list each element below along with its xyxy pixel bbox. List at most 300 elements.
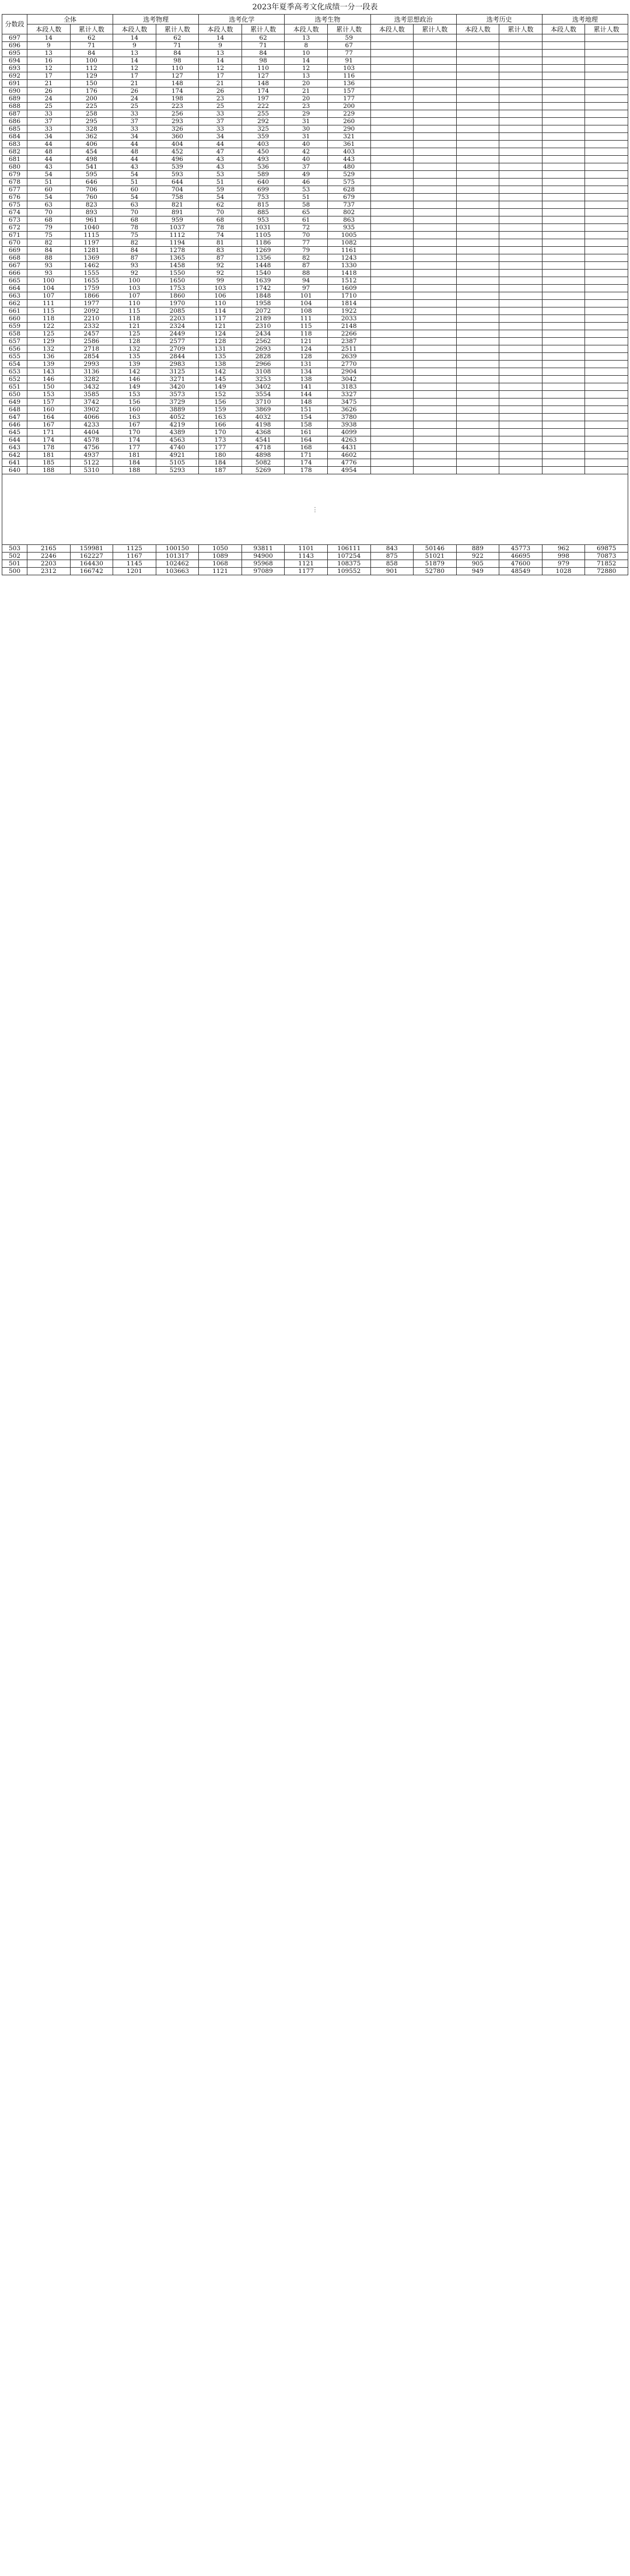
count-cell: [585, 125, 628, 133]
subheader-cumulative: 累计人数: [327, 25, 370, 34]
count-cell: 94900: [242, 553, 285, 560]
count-cell: [456, 353, 499, 361]
count-cell: 255: [242, 110, 285, 118]
count-cell: 628: [327, 186, 370, 194]
count-cell: 403: [327, 148, 370, 156]
count-cell: 118: [113, 315, 156, 323]
table-row: [2, 300, 628, 307]
table-row: [2, 34, 628, 42]
table-row: [2, 361, 628, 368]
count-cell: 295: [70, 118, 113, 125]
count-cell: 1922: [327, 307, 370, 315]
count-cell: 1177: [285, 568, 328, 575]
count-cell: [542, 110, 585, 118]
count-cell: 98: [242, 57, 285, 65]
count-cell: [542, 179, 585, 186]
subheader-segment: 本段人数: [27, 25, 71, 34]
count-cell: [499, 444, 542, 452]
count-cell: [499, 285, 542, 292]
count-cell: 156: [113, 399, 156, 406]
count-cell: [456, 216, 499, 224]
count-cell: [585, 133, 628, 141]
count-cell: 74: [199, 232, 242, 239]
count-cell: [542, 72, 585, 80]
table-row: [2, 239, 628, 247]
count-cell: 891: [156, 209, 199, 216]
count-cell: [456, 110, 499, 118]
count-cell: [542, 307, 585, 315]
count-cell: 178: [285, 467, 328, 474]
count-cell: 20: [285, 95, 328, 103]
count-cell: 115: [27, 307, 71, 315]
count-cell: 16: [27, 57, 71, 65]
count-cell: [456, 444, 499, 452]
score-cell: 654: [2, 361, 27, 368]
count-cell: 51021: [414, 553, 457, 560]
table-row: [2, 568, 628, 575]
count-cell: [542, 345, 585, 353]
count-cell: 97089: [242, 568, 285, 575]
score-cell: 662: [2, 300, 27, 307]
count-cell: [414, 118, 457, 125]
count-cell: [370, 232, 414, 239]
count-cell: 2148: [327, 323, 370, 330]
count-cell: [456, 277, 499, 285]
score-cell: 661: [2, 307, 27, 315]
count-cell: [542, 148, 585, 156]
count-cell: 4776: [327, 459, 370, 467]
score-cell: 666: [2, 270, 27, 277]
count-cell: 109552: [327, 568, 370, 575]
count-cell: [456, 467, 499, 474]
header-row-sub: [2, 25, 628, 34]
count-cell: 124: [285, 345, 328, 353]
count-cell: 128: [113, 338, 156, 345]
count-cell: [585, 330, 628, 338]
count-cell: 54: [113, 194, 156, 201]
count-cell: 875: [370, 553, 414, 560]
count-cell: [370, 247, 414, 254]
subheader-cumulative: 累计人数: [242, 25, 285, 34]
count-cell: 3253: [242, 376, 285, 383]
count-cell: 2203: [156, 315, 199, 323]
header-group-geography: 选考地理: [542, 15, 628, 25]
count-cell: 72: [285, 224, 328, 232]
count-cell: 1281: [70, 247, 113, 254]
count-cell: [542, 436, 585, 444]
count-cell: [542, 315, 585, 323]
count-cell: [414, 292, 457, 300]
count-cell: 4954: [327, 467, 370, 474]
count-cell: [499, 467, 542, 474]
count-cell: [585, 361, 628, 368]
count-cell: 134: [285, 368, 328, 376]
count-cell: 138: [199, 361, 242, 368]
count-cell: 450: [242, 148, 285, 156]
page-title: 2023年夏季高考文化成绩一分一段表: [252, 3, 378, 12]
table-row: [2, 95, 628, 103]
count-cell: 1540: [242, 270, 285, 277]
count-cell: 79: [27, 224, 71, 232]
count-cell: [585, 300, 628, 307]
count-cell: 152: [199, 391, 242, 399]
count-cell: 146: [113, 376, 156, 383]
count-cell: 14: [27, 34, 71, 42]
count-cell: 124: [199, 330, 242, 338]
count-cell: 979: [542, 560, 585, 568]
count-cell: [456, 292, 499, 300]
count-cell: [542, 353, 585, 361]
count-cell: 699: [242, 186, 285, 194]
count-cell: 4263: [327, 436, 370, 444]
count-cell: 44: [113, 141, 156, 148]
count-cell: 121: [113, 323, 156, 330]
table-row: [2, 459, 628, 467]
count-cell: 21: [199, 80, 242, 88]
count-cell: 922: [456, 553, 499, 560]
count-cell: [499, 247, 542, 254]
count-cell: [542, 292, 585, 300]
count-cell: 905: [456, 560, 499, 568]
count-cell: 103: [199, 285, 242, 292]
count-cell: 141: [285, 383, 328, 391]
count-cell: 47600: [499, 560, 542, 568]
count-cell: 122: [27, 323, 71, 330]
header-group-chemistry: 选考化学: [199, 15, 285, 25]
count-cell: [414, 307, 457, 315]
count-cell: 1112: [156, 232, 199, 239]
count-cell: [414, 421, 457, 429]
count-cell: [414, 163, 457, 171]
count-cell: [370, 353, 414, 361]
count-cell: [414, 224, 457, 232]
score-cell: 663: [2, 292, 27, 300]
count-cell: [499, 436, 542, 444]
table-row: [2, 65, 628, 72]
header-score: 分数段: [2, 15, 27, 34]
count-cell: 83: [199, 247, 242, 254]
count-cell: 644: [156, 179, 199, 186]
score-cell: 658: [2, 330, 27, 338]
count-cell: [456, 406, 499, 414]
count-cell: [456, 399, 499, 406]
count-cell: [499, 171, 542, 179]
count-cell: [499, 65, 542, 72]
subheader-segment: 本段人数: [542, 25, 585, 34]
count-cell: 706: [70, 186, 113, 194]
count-cell: [542, 361, 585, 368]
count-cell: 998: [542, 553, 585, 560]
count-cell: 4937: [70, 452, 113, 459]
count-cell: [456, 95, 499, 103]
count-cell: 2312: [27, 568, 71, 575]
count-cell: 1145: [113, 560, 156, 568]
count-cell: 112: [70, 65, 113, 72]
count-cell: 360: [156, 133, 199, 141]
count-cell: 4602: [327, 452, 370, 459]
count-cell: 14: [199, 34, 242, 42]
score-cell: 671: [2, 232, 27, 239]
count-cell: 115: [113, 307, 156, 315]
count-cell: [370, 399, 414, 406]
count-cell: [370, 72, 414, 80]
count-cell: 100150: [156, 545, 199, 553]
count-cell: [370, 254, 414, 262]
omitted-rows-cell: ⋮: [2, 474, 628, 545]
count-cell: [499, 262, 542, 270]
count-cell: [499, 34, 542, 42]
count-cell: [370, 163, 414, 171]
count-cell: [585, 247, 628, 254]
count-cell: 33: [27, 125, 71, 133]
count-cell: 13: [113, 50, 156, 57]
count-cell: 737: [327, 201, 370, 209]
count-cell: 258: [70, 110, 113, 118]
count-cell: [414, 216, 457, 224]
score-cell: 503: [2, 545, 27, 553]
table-row: [2, 307, 628, 315]
count-cell: [456, 421, 499, 429]
count-cell: [414, 452, 457, 459]
count-cell: 9: [199, 42, 242, 50]
count-cell: 149: [199, 383, 242, 391]
count-cell: 5269: [242, 467, 285, 474]
count-cell: [456, 194, 499, 201]
count-cell: [456, 338, 499, 345]
count-cell: [414, 57, 457, 65]
count-cell: [542, 133, 585, 141]
table-row: [2, 50, 628, 57]
count-cell: 961: [70, 216, 113, 224]
count-cell: 93811: [242, 545, 285, 553]
table-row: [2, 72, 628, 80]
count-cell: 4898: [242, 452, 285, 459]
count-cell: 87: [285, 262, 328, 270]
count-cell: [542, 239, 585, 247]
count-cell: [414, 436, 457, 444]
count-cell: 164430: [70, 560, 113, 568]
count-cell: 127: [242, 72, 285, 80]
count-cell: [542, 444, 585, 452]
score-cell: 667: [2, 262, 27, 270]
count-cell: [456, 315, 499, 323]
count-cell: 53: [199, 171, 242, 179]
count-cell: [370, 292, 414, 300]
table-row: [2, 247, 628, 254]
count-cell: 815: [242, 201, 285, 209]
count-cell: 290: [327, 125, 370, 133]
count-cell: 62: [156, 34, 199, 42]
count-cell: 1814: [327, 300, 370, 307]
score-cell: 697: [2, 34, 27, 42]
table-row: [2, 323, 628, 330]
score-cell: 692: [2, 72, 27, 80]
count-cell: [414, 376, 457, 383]
count-cell: 1269: [242, 247, 285, 254]
count-cell: 142: [113, 368, 156, 376]
count-cell: [414, 323, 457, 330]
count-cell: 144: [285, 391, 328, 399]
table-row: [2, 179, 628, 186]
table-row: [2, 338, 628, 345]
count-cell: 135: [199, 353, 242, 361]
count-cell: 103: [113, 285, 156, 292]
count-cell: 260: [327, 118, 370, 125]
count-cell: 153: [113, 391, 156, 399]
count-cell: [585, 201, 628, 209]
header-group-biology: 选考生物: [285, 15, 370, 25]
count-cell: 2085: [156, 307, 199, 315]
table-row: [2, 42, 628, 50]
count-cell: 174: [156, 88, 199, 95]
table-row: [2, 141, 628, 148]
count-cell: 2033: [327, 315, 370, 323]
count-cell: 100: [70, 57, 113, 65]
count-cell: 12: [113, 65, 156, 72]
count-cell: [499, 292, 542, 300]
count-cell: [499, 429, 542, 436]
count-cell: 46695: [499, 553, 542, 560]
count-cell: [585, 338, 628, 345]
count-cell: [456, 186, 499, 194]
count-cell: [456, 232, 499, 239]
count-cell: 177: [327, 95, 370, 103]
count-cell: [414, 186, 457, 194]
count-cell: 3710: [242, 399, 285, 406]
score-cell: 650: [2, 391, 27, 399]
count-cell: 3125: [156, 368, 199, 376]
count-cell: 452: [156, 148, 199, 156]
count-cell: 188: [27, 467, 71, 474]
count-cell: 14: [113, 34, 156, 42]
count-cell: 328: [70, 125, 113, 133]
count-cell: 595: [70, 171, 113, 179]
count-cell: 1759: [70, 285, 113, 292]
count-cell: 61: [285, 216, 328, 224]
count-cell: [585, 118, 628, 125]
count-cell: [585, 88, 628, 95]
count-cell: 37: [113, 118, 156, 125]
count-cell: [456, 300, 499, 307]
count-cell: 129: [27, 338, 71, 345]
count-cell: [499, 315, 542, 323]
score-cell: 685: [2, 125, 27, 133]
count-cell: 1082: [327, 239, 370, 247]
count-cell: 180: [199, 452, 242, 459]
count-cell: 49: [285, 171, 328, 179]
count-cell: [499, 118, 542, 125]
count-cell: [456, 88, 499, 95]
count-cell: [499, 399, 542, 406]
count-cell: 129: [70, 72, 113, 80]
count-cell: [542, 323, 585, 330]
count-cell: 753: [242, 194, 285, 201]
count-cell: 1197: [70, 239, 113, 247]
count-cell: 2577: [156, 338, 199, 345]
count-cell: 361: [327, 141, 370, 148]
count-cell: 758: [156, 194, 199, 201]
score-cell: 647: [2, 414, 27, 421]
count-cell: [585, 399, 628, 406]
count-cell: 4198: [242, 421, 285, 429]
count-cell: 2266: [327, 330, 370, 338]
count-cell: 24: [113, 95, 156, 103]
count-cell: 33: [113, 125, 156, 133]
score-cell: 672: [2, 224, 27, 232]
count-cell: [456, 103, 499, 110]
count-cell: [456, 57, 499, 65]
table-row: [2, 201, 628, 209]
count-cell: 10: [285, 50, 328, 57]
count-cell: [585, 368, 628, 376]
count-cell: [542, 338, 585, 345]
count-cell: 2904: [327, 368, 370, 376]
count-cell: [499, 194, 542, 201]
count-cell: 802: [327, 209, 370, 216]
count-cell: 68: [113, 216, 156, 224]
count-cell: [585, 34, 628, 42]
subheader-cumulative: 累计人数: [156, 25, 199, 34]
score-cell: 680: [2, 163, 27, 171]
count-cell: 91: [327, 57, 370, 65]
count-cell: 21: [27, 80, 71, 88]
count-cell: [370, 88, 414, 95]
count-cell: 889: [456, 545, 499, 553]
count-cell: [456, 391, 499, 399]
count-cell: 132: [27, 345, 71, 353]
table-row: [2, 353, 628, 361]
count-cell: 529: [327, 171, 370, 179]
count-cell: 26: [113, 88, 156, 95]
count-cell: [542, 467, 585, 474]
count-cell: [499, 406, 542, 414]
count-cell: 128: [199, 338, 242, 345]
count-cell: 1050: [199, 545, 242, 553]
score-cell: 674: [2, 209, 27, 216]
count-cell: [499, 42, 542, 50]
score-cell: 501: [2, 560, 27, 568]
count-cell: 2854: [70, 353, 113, 361]
count-cell: 1555: [70, 270, 113, 277]
count-cell: [370, 368, 414, 376]
count-cell: 82: [285, 254, 328, 262]
count-cell: [542, 88, 585, 95]
count-cell: 84: [156, 50, 199, 57]
count-cell: 17: [199, 72, 242, 80]
count-cell: 3938: [327, 421, 370, 429]
count-cell: [585, 72, 628, 80]
count-cell: [499, 209, 542, 216]
score-cell: 675: [2, 201, 27, 209]
count-cell: 1040: [70, 224, 113, 232]
count-cell: [542, 330, 585, 338]
count-cell: 406: [70, 141, 113, 148]
count-cell: [370, 467, 414, 474]
count-cell: 4431: [327, 444, 370, 452]
count-cell: [499, 148, 542, 156]
count-cell: 2449: [156, 330, 199, 338]
count-cell: [585, 141, 628, 148]
count-cell: 4578: [70, 436, 113, 444]
count-cell: 30: [285, 125, 328, 133]
count-cell: 1121: [285, 560, 328, 568]
table-row: [2, 156, 628, 163]
count-cell: 225: [70, 103, 113, 110]
count-cell: [456, 141, 499, 148]
count-cell: [499, 300, 542, 307]
count-cell: 2828: [242, 353, 285, 361]
count-cell: [414, 88, 457, 95]
